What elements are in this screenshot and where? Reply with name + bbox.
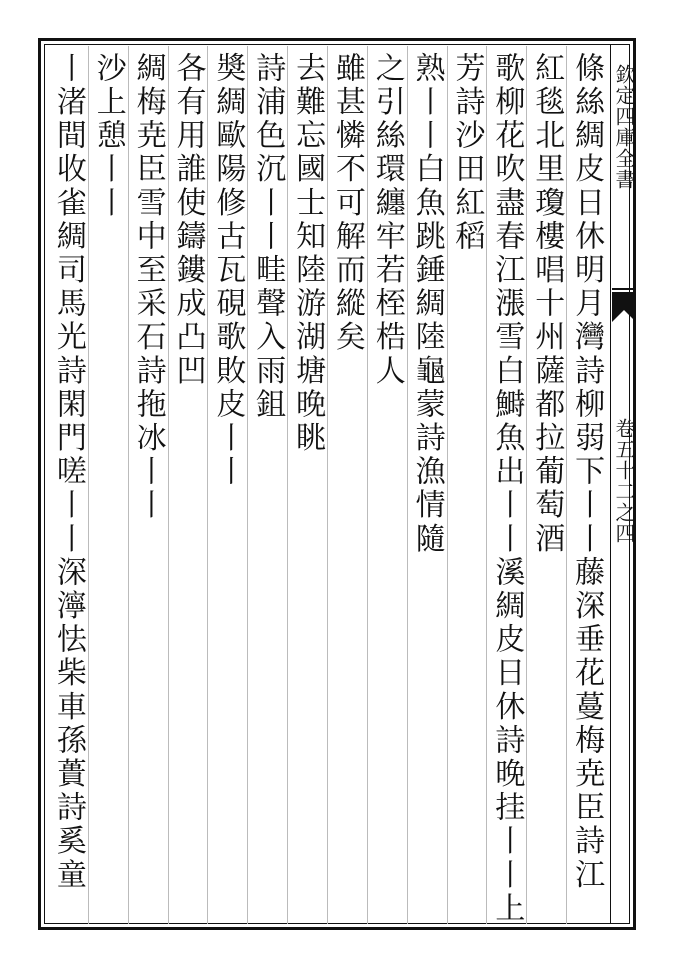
text-column: 奬綢歐陽修古瓦硯歌敗皮丨丨	[210, 52, 246, 489]
text-column: 去難忘國士知陸游湖塘晚眺	[290, 52, 326, 456]
column-divider	[327, 46, 328, 924]
banxin-rule	[612, 288, 636, 290]
text-column: 各有用誰使鑄鏤成凸凹	[170, 52, 206, 388]
text-column: 綢梅尭臣雪中至采石詩拖冰丨丨	[130, 52, 166, 523]
column-divider	[407, 46, 408, 924]
column-divider	[526, 46, 527, 924]
column-divider	[486, 46, 487, 924]
column-divider	[367, 46, 368, 924]
text-column: 熟丨丨白魚跳錘綢陸龜蒙詩漁情隨	[409, 52, 445, 556]
text-column: 之引絲環纏牢若桎梏人	[369, 52, 405, 388]
text-column: 紅毯北里瓊樓唱十州薩都拉葡萄酒	[529, 52, 565, 556]
column-divider	[566, 46, 567, 924]
column-divider	[447, 46, 448, 924]
text-column: 雖甚憐不可解而縱矣	[329, 52, 365, 355]
text-column: 歌柳花吹盡春江漲雪白鰣魚出丨丨溪綢皮日休詩晚挂丨丨上	[489, 52, 525, 926]
book-title: 欽定四庫全書	[612, 64, 636, 190]
text-column: 條絲綢皮日休明月灣詩柳弱下丨丨藤深垂花蔓梅尭臣詩江	[569, 52, 605, 892]
column-divider	[287, 46, 288, 924]
text-column: 沙上憩丨丨	[90, 52, 126, 220]
column-divider	[88, 46, 89, 924]
column-divider	[207, 46, 208, 924]
column-divider	[168, 46, 169, 924]
column-divider	[247, 46, 248, 924]
text-column: 詩浦色沉丨丨畦聲入雨鉏	[250, 52, 286, 422]
juan-number: 卷五十二之四	[612, 418, 636, 544]
text-column: 丨渚間收雀綢司馬光詩閑門嗟丨丨深濘怯柴車孫蕢詩奚童	[50, 52, 86, 892]
text-column: 芳詩沙田紅稻	[449, 52, 485, 254]
column-divider	[128, 46, 129, 924]
